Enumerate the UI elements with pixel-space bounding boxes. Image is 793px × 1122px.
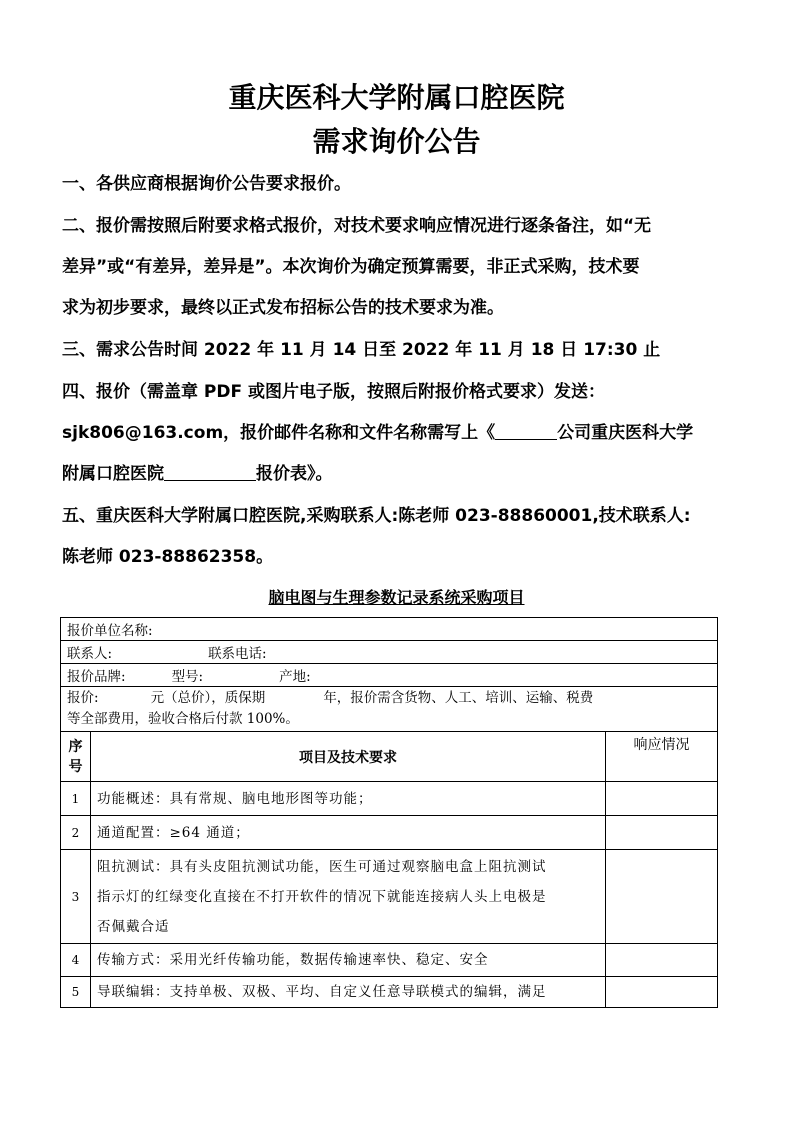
notice-item-4-line3-end: 报价表》。 [256,464,333,484]
row-response [606,782,718,816]
row-number: 2 [61,816,91,850]
notice-item-4-line2-end: 公司重庆医科大学 [557,423,694,443]
notice-item-1-text: 一、各供应商根据询价公告要求报价。 [62,174,351,194]
price-row [61,687,718,732]
row-text-line3: 否佩戴合适 [97,918,170,935]
price-total-text: 元（总价），质保期 [150,690,266,706]
row-number: 1 [61,782,91,816]
price-terms-text: 等全部费用，验收合格后付款 100%。 [67,711,299,727]
price-cell [61,687,718,732]
notice-item-1 [62,164,732,205]
notice-item-4-line3 [62,454,732,495]
table-row [61,944,718,977]
row-text-line2: 指示灯的红绿变化直接在不打开软件的情况下就能连接病人头上电极是 [97,888,547,905]
brand-cell [61,664,718,687]
notice-item-4-line3-start: 附属口腔医院 [62,464,164,484]
table-header-row [61,732,718,782]
notice-item-2-line1: 二、报价需按照后附要求格式报价，对技术要求响应情况进行逐条备注，如“无 [62,216,652,236]
col-response-header: 响应情况 [606,732,718,782]
row-response [606,977,718,1008]
notice-item-4-line1: 四、报价（需盖章 PDF 或图片电子版，按照后附报价格式要求）发送： [62,382,606,402]
brand-label: 报价品牌: [67,669,126,685]
price-label: 报价: [67,690,99,706]
price-warranty-text: 年，报价需含货物、人工、培训、运输、税费 [323,690,594,706]
company-blank [495,419,557,440]
quote-unit-row [61,618,718,641]
table-row [61,816,718,850]
contact-label: 联系人: [67,646,113,662]
row-response [606,944,718,977]
contact-row [61,641,718,664]
row-text: 功能概述：具有常规、脑电地形图等功能； [91,782,606,816]
row-text [91,850,606,944]
notice-item-2 [62,206,732,329]
notice-item-2-line3: 求为初步要求，最终以正式发布招标公告的技术要求为准。 [62,298,504,318]
notice-item-3-text: 三、需求公告时间 2022 年 11 月 14 日至 2022 年 11 月 18 日 17:30 止 [62,340,661,360]
col-item-header: 项目及技术要求 [91,732,606,782]
row-text: 传输方式：采用光纤传输功能，数据传输速率快、稳定、安全 [91,944,606,977]
origin-label: 产地: [279,669,311,685]
notice-item-2-line2: 差异”或“有差异，差异是”。本次询价为确定预算需要，非正式采购，技术要 [62,257,640,277]
email-text: sjk806@163.com，报价邮件名称和文件名称需写上《 [62,423,496,443]
row-number: 5 [61,977,91,1008]
contact-phone-label: 联系电话: [208,646,267,662]
notice-item-4 [62,372,732,495]
row-text-line1: 阻抗测试：具有头皮阻抗测试功能，医生可通过观察脑电盒上阻抗测试 [97,858,547,875]
project-blank [164,460,256,481]
notice-item-5-line2: 陈老师 023-88862358。 [62,547,274,567]
row-number: 4 [61,944,91,977]
row-text: 通道配置：≥64 通道； [91,816,606,850]
notice-item-4-line2 [62,413,732,454]
row-response [606,850,718,944]
quote-unit-cell: 报价单位名称: [61,618,718,641]
table-title: 脑电图与生理参数记录系统采购项目 [268,588,525,607]
model-label: 型号: [171,669,204,685]
table-row [61,782,718,816]
col-seq-header-2: 号 [68,758,83,775]
row-response [606,816,718,850]
quote-table [60,617,718,1008]
row-number: 3 [61,850,91,944]
col-seq-header [61,732,91,782]
col-seq-header-1: 序 [68,738,83,755]
document-subtitle: 需求询价公告 [312,125,481,158]
document-title: 重庆医科大学附属口腔医院 [228,81,565,114]
table-row [61,850,718,944]
notice-item-3 [62,330,732,371]
notice-item-5 [62,496,732,578]
table-row [61,977,718,1008]
contact-cell [61,641,718,664]
row-text: 导联编辑：支持单极、双极、平均、自定义任意导联模式的编辑，满足 [91,977,606,1008]
brand-row [61,664,718,687]
notice-item-5-line1: 五、重庆医科大学附属口腔医院,采购联系人:陈老师 023-88860001,技术联系人: [62,506,691,526]
